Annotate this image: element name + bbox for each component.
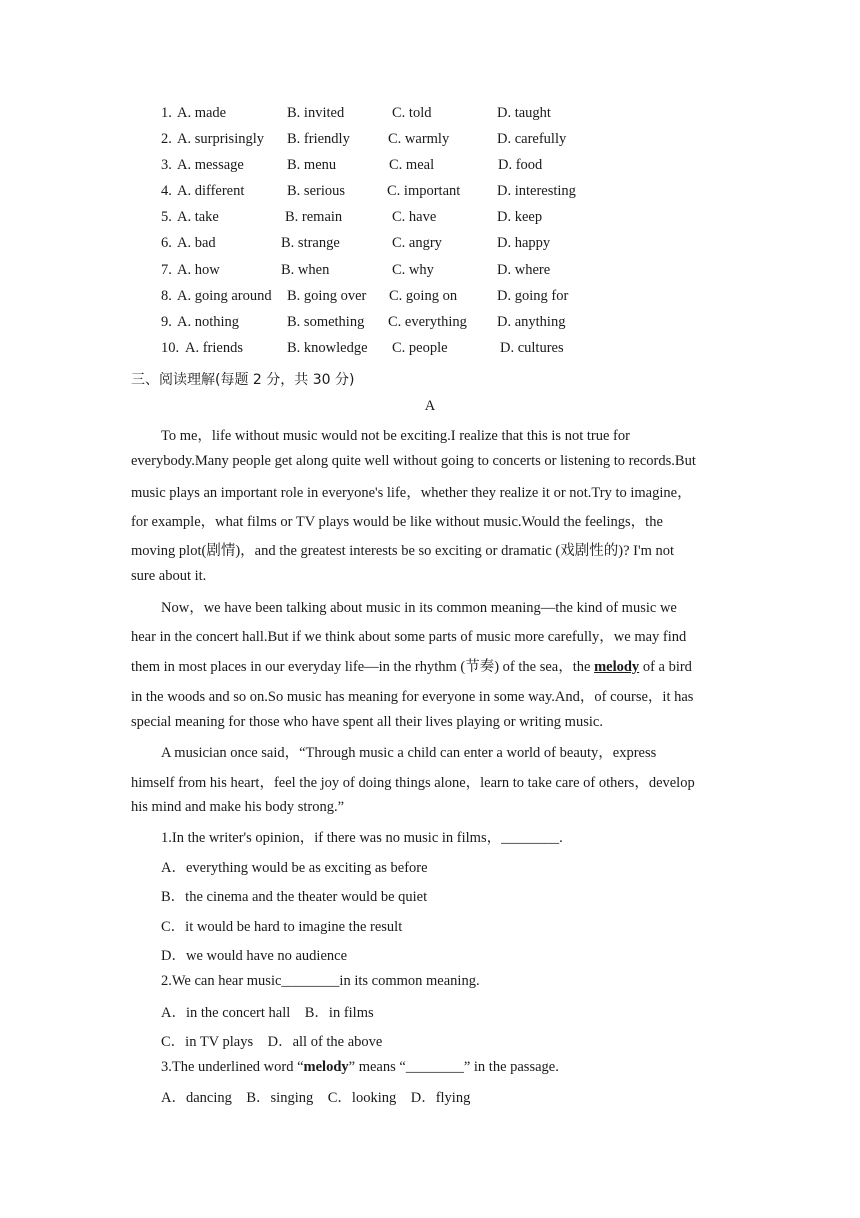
option-b: B. friendly bbox=[287, 131, 350, 147]
option-row bbox=[0, 340, 860, 360]
option-a: A. going around bbox=[177, 288, 272, 304]
passage-line: sure about it. bbox=[131, 568, 207, 584]
option-c: C. people bbox=[392, 340, 448, 356]
question-3-bold-word: melody bbox=[303, 1059, 349, 1075]
option-c: C. important bbox=[387, 183, 461, 199]
option-number: 4. bbox=[161, 183, 172, 199]
passage-line: hear in the concert hall.But if we think about some parts of music more carefully，we may find bbox=[131, 629, 687, 645]
option-c: C. angry bbox=[392, 235, 442, 251]
option-c: C. going on bbox=[389, 288, 458, 304]
option-d: D. going for bbox=[497, 288, 569, 304]
question-1-option-c: C．it would be hard to imagine the result bbox=[161, 919, 403, 935]
underlined-word-melody: melody bbox=[594, 659, 640, 675]
question-1-option-d: D．we would have no audience bbox=[161, 948, 348, 964]
option-d: D. keep bbox=[497, 209, 543, 225]
option-row bbox=[0, 288, 860, 308]
passage-title: A bbox=[424, 398, 436, 414]
passage-line: himself from his heart，feel the joy of doing things alone，learn to take care of others，develop bbox=[131, 775, 695, 791]
option-c: C. everything bbox=[388, 314, 467, 330]
option-row bbox=[0, 314, 860, 334]
option-c: C. have bbox=[392, 209, 437, 225]
option-b: B. serious bbox=[287, 183, 345, 199]
passage-text: of a bird bbox=[639, 659, 692, 675]
passage-line: everybody.Many people get along quite well without going to concerts or listening to records.But bbox=[131, 453, 696, 469]
option-b: B. when bbox=[281, 262, 330, 278]
option-number: 1. bbox=[161, 105, 172, 121]
option-row bbox=[0, 235, 860, 255]
passage-line: A musician once said，“Through music a child can enter a world of beauty，express bbox=[161, 745, 657, 761]
option-a: A. surprisingly bbox=[177, 131, 264, 147]
option-a: A. bad bbox=[177, 235, 216, 251]
option-row bbox=[0, 183, 860, 203]
option-d: D. food bbox=[498, 157, 543, 173]
option-row bbox=[0, 105, 860, 125]
option-d: D. happy bbox=[497, 235, 551, 251]
option-d: D. taught bbox=[497, 105, 551, 121]
option-a: A. friends bbox=[185, 340, 243, 356]
option-row bbox=[0, 131, 860, 151]
passage-line: for example，what films or TV plays would be like without music.Would the feelings，the bbox=[131, 514, 663, 530]
option-c: C. meal bbox=[389, 157, 435, 173]
passage-line: Now，we have been talking about music in its common meaning—the kind of music we bbox=[161, 600, 677, 616]
option-b: B. menu bbox=[287, 157, 337, 173]
question-1: 1.In the writer's opinion，if there was no music in films，________. bbox=[161, 830, 563, 846]
passage-line: To me，life without music would not be exciting.I realize that this is not true for bbox=[161, 428, 630, 444]
option-number: 7. bbox=[161, 262, 172, 278]
question-2: 2.We can hear music________in its common meaning. bbox=[161, 973, 480, 989]
option-b: B. going over bbox=[287, 288, 367, 304]
question-2-options-ab: A．in the concert hall B．in films bbox=[161, 1005, 374, 1021]
option-a: A. take bbox=[177, 209, 219, 225]
section-heading: 三、阅读理解(每题 2 分，共 30 分) bbox=[131, 372, 355, 388]
option-d: D. carefully bbox=[497, 131, 567, 147]
option-a: A. different bbox=[177, 183, 245, 199]
option-number: 8. bbox=[161, 288, 172, 304]
option-row bbox=[0, 262, 860, 282]
question-3 bbox=[161, 1059, 559, 1076]
passage-line: moving plot(剧情)，and the greatest interests be so exciting or dramatic (戏剧性的)? I'm not bbox=[131, 543, 675, 559]
option-c: C. warmly bbox=[388, 131, 450, 147]
option-a: A. made bbox=[177, 105, 227, 121]
question-1-option-b: B．the cinema and the theater would be quiet bbox=[161, 889, 428, 905]
question-1-option-a: A．everything would be as exciting as before bbox=[161, 860, 428, 876]
option-row bbox=[0, 157, 860, 177]
option-b: B. remain bbox=[285, 209, 343, 225]
passage-text: them in most places in our everyday life—in the rhythm (节奏) of the sea，the bbox=[131, 659, 595, 675]
option-row bbox=[0, 209, 860, 229]
option-d: D. where bbox=[497, 262, 551, 278]
option-a: A. nothing bbox=[177, 314, 240, 330]
option-number: 10. bbox=[161, 340, 180, 356]
option-number: 9. bbox=[161, 314, 172, 330]
option-number: 6. bbox=[161, 235, 172, 251]
option-c: C. told bbox=[392, 105, 432, 121]
passage-line: his mind and make his body strong.” bbox=[131, 799, 345, 815]
option-number: 5. bbox=[161, 209, 172, 225]
option-b: B. strange bbox=[281, 235, 340, 251]
question-3-text: 3.The underlined word “ bbox=[161, 1059, 304, 1075]
question-3-text: ” means “________” in the passage. bbox=[348, 1059, 559, 1075]
passage-line bbox=[131, 655, 692, 676]
option-d: D. interesting bbox=[497, 183, 576, 199]
option-c: C. why bbox=[392, 262, 434, 278]
option-b: B. knowledge bbox=[287, 340, 368, 356]
passage-line: music plays an important role in everyone's life，whether they realize it or not.Try to imagine， bbox=[131, 485, 692, 501]
option-d: D. anything bbox=[497, 314, 566, 330]
option-b: B. something bbox=[287, 314, 365, 330]
option-number: 2. bbox=[161, 131, 172, 147]
passage-line: special meaning for those who have spent all their lives playing or writing music. bbox=[131, 714, 603, 730]
question-3-options: A．dancing B．singing C．looking D．flying bbox=[161, 1090, 471, 1106]
option-a: A. how bbox=[177, 262, 220, 278]
question-2-options-cd: C．in TV plays D．all of the above bbox=[161, 1034, 383, 1050]
option-b: B. invited bbox=[287, 105, 345, 121]
option-a: A. message bbox=[177, 157, 244, 173]
option-number: 3. bbox=[161, 157, 172, 173]
passage-line: in the woods and so on.So music has meaning for everyone in some way.And，of course，it has bbox=[131, 689, 694, 705]
option-d: D. cultures bbox=[500, 340, 564, 356]
